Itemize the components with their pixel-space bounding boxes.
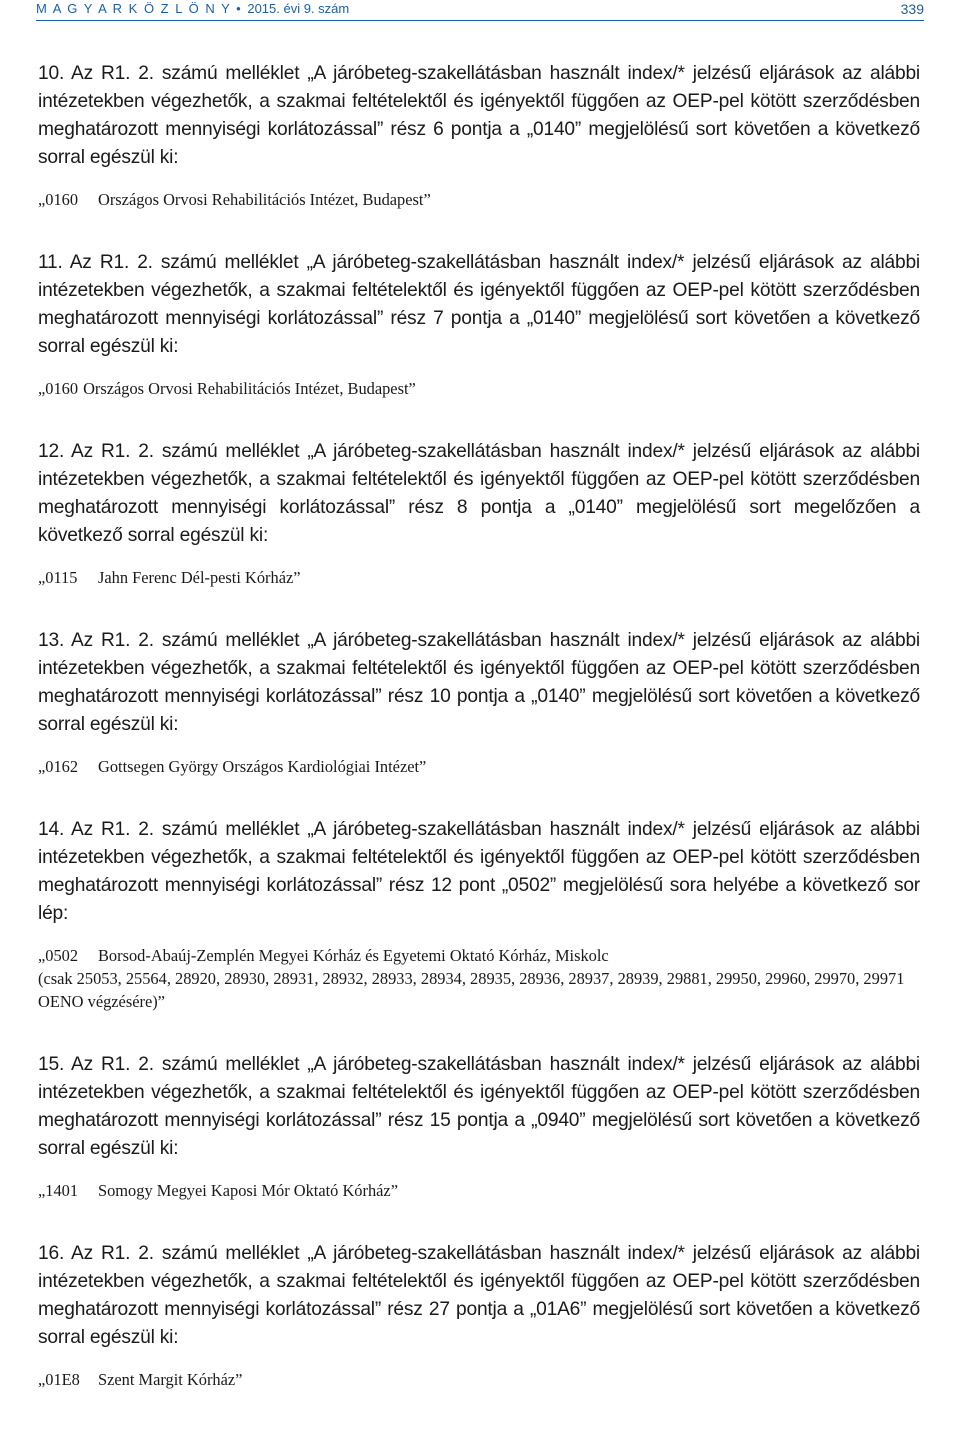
amendment-text: 14. Az R1. 2. számú melléklet „A járóbeteg-szakellátásban használt index/* jelzésű eljárások az alábbi intézetekben végezhetők, a szakmai feltételektől és igényektől függően az OEP-pel kötött szerződésben meghatározott mennyiségi korlátozással” rész 12 pont „0502” megjelölésű sora helyébe a következő sor lép:	[38, 819, 920, 924]
journal-title: M A G Y A R K Ö Z L Ö N Y	[36, 1, 232, 16]
inserted-entry	[38, 944, 920, 1013]
document-body	[38, 60, 920, 1429]
institution-name: Borsod-Abaúj-Zemplén Megyei Kórház és Egyetemi Oktató Kórház, Miskolc	[98, 946, 609, 965]
amendment-section-13	[38, 627, 920, 778]
amendment-section-12	[38, 438, 920, 589]
inserted-entry	[38, 377, 920, 400]
institution-name: Országos Orvosi Rehabilitációs Intézet, Budapest”	[98, 190, 431, 209]
amendment-section-11	[38, 249, 920, 400]
amendment-text: 10. Az R1. 2. számú melléklet „A járóbeteg-szakellátásban használt index/* jelzésű eljárások az alábbi intézetekben végezhetők, a szakmai feltételektől és igényektől függően az OEP-pel kötött szerződésben meghatározott mennyiségi korlátozással” rész 6 pontja a „0140” megjelölésű sort követően a következő sorral egészül ki:	[38, 63, 920, 168]
institution-name: Gottsegen György Országos Kardiológiai Intézet”	[98, 757, 427, 776]
amendment-text: 13. Az R1. 2. számú melléklet „A járóbeteg-szakellátásban használt index/* jelzésű eljárások az alábbi intézetekben végezhetők, a szakmai feltételektől és igényektől függően az OEP-pel kötött szerződésben meghatározott mennyiségi korlátozással” rész 10 pontja a „0140” megjelölésű sort követően a következő sorral egészül ki:	[38, 630, 920, 735]
institution-code: „0162	[38, 757, 79, 776]
institution-code: „0160	[38, 379, 79, 398]
page-number: 339	[900, 1, 924, 17]
inserted-entry	[38, 1179, 920, 1202]
inserted-entry	[38, 1368, 920, 1391]
institution-name: Somogy Megyei Kaposi Mór Oktató Kórház”	[98, 1181, 398, 1200]
header-rule	[36, 20, 924, 21]
amendment-text: 16. Az R1. 2. számú melléklet „A járóbeteg-szakellátásban használt index/* jelzésű eljárások az alábbi intézetekben végezhetők, a szakmai feltételektől és igényektől függően az OEP-pel kötött szerződésben meghatározott mennyiségi korlátozással” rész 27 pontja a „01A6” megjelölésű sort követően a következő sorral egészül ki:	[38, 1243, 920, 1348]
institution-name: Szent Margit Kórház”	[98, 1370, 243, 1389]
page-header	[36, 0, 924, 18]
header-separator: •	[236, 1, 243, 16]
institution-code: „0502	[38, 946, 79, 965]
institution-code: „01E8	[38, 1370, 80, 1389]
amendment-section-10	[38, 60, 920, 211]
institution-name: Jahn Ferenc Dél-pesti Kórház”	[98, 568, 301, 587]
inserted-entry	[38, 566, 920, 589]
institution-code: „0115	[38, 568, 78, 587]
institution-code: „1401	[38, 1181, 79, 1200]
institution-name: Országos Orvosi Rehabilitációs Intézet, Budapest”	[83, 379, 416, 398]
amendment-section-16	[38, 1240, 920, 1391]
institution-code: „0160	[38, 190, 79, 209]
issue-label: 2015. évi 9. szám	[247, 1, 350, 16]
inserted-entry	[38, 755, 920, 778]
amendment-text: 12. Az R1. 2. számú melléklet „A járóbeteg-szakellátásban használt index/* jelzésű eljárások az alábbi intézetekben végezhetők, a szakmai feltételektől és igényektől függően az OEP-pel kötött szerződésben meghatározott mennyiségi korlátozással” rész 8 pontja a „0140” megjelölésű sort megelőzően a következő sorral egészül ki:	[38, 441, 920, 546]
amendment-text: 11. Az R1. 2. számú melléklet „A járóbeteg-szakellátásban használt index/* jelzésű eljárások az alábbi intézetekben végezhetők, a szakmai feltételektől és igényektől függően az OEP-pel kötött szerződésben meghatározott mennyiségi korlátozással” rész 7 pontja a „0140” megjelölésű sort követően a következő sorral egészül ki:	[38, 252, 920, 357]
amendment-text: 15. Az R1. 2. számú melléklet „A járóbeteg-szakellátásban használt index/* jelzésű eljárások az alábbi intézetekben végezhetők, a szakmai feltételektől és igényektől függően az OEP-pel kötött szerződésben meghatározott mennyiségi korlátozással” rész 15 pontja a „0940” megjelölésű sort követően a következő sorral egészül ki:	[38, 1054, 920, 1159]
journal-header	[36, 1, 349, 16]
amendment-section-15	[38, 1051, 920, 1202]
institution-note: (csak 25053, 25564, 28920, 28930, 28931, 28932, 28933, 28934, 28935, 28936, 28937, 28939, 29881, 29950, 29960, 29970, 29971 OENO végzésére)”	[38, 969, 905, 1011]
amendment-section-14	[38, 816, 920, 1013]
inserted-entry	[38, 188, 920, 211]
